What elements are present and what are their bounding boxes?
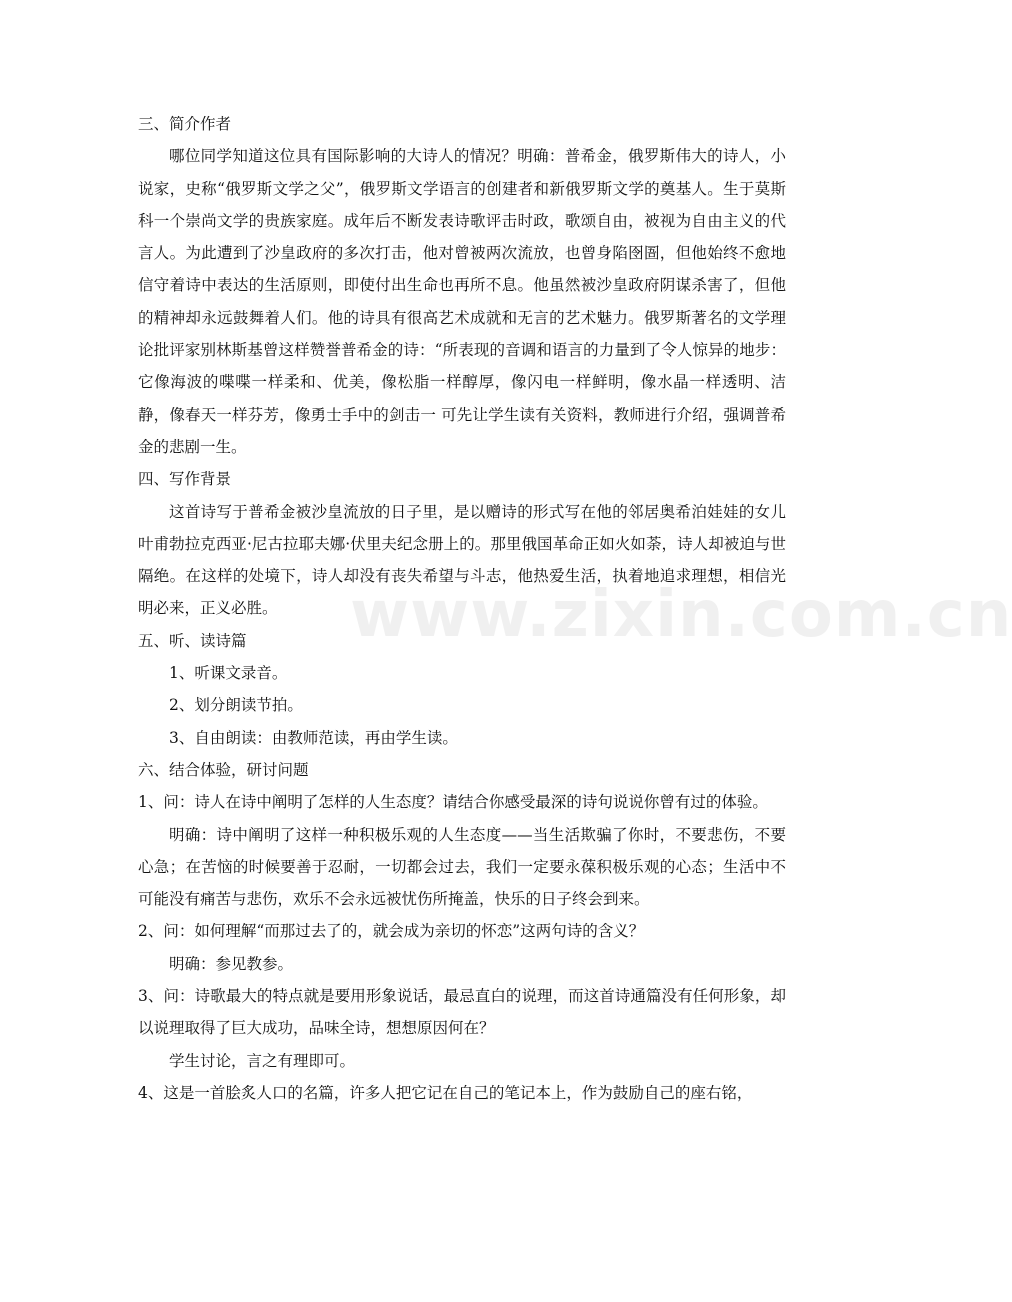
answer-1: 明确：诗中阐明了这样一种积极乐观的人生态度——当生活欺骗了你时，不要悲伤，不要心急；在苦恼的时候要善于忍耐，一切都会过去，我们一定要永葆积极乐观的心态；生活中不可能没有痛苦与悲伤，欢乐不会永远被忧伤所掩盖，快乐的日子终会到来。 — [138, 825, 786, 909]
watermark: www.zixin.com.cn — [350, 578, 1012, 652]
answer-2: 明确：参见教参。 — [169, 954, 294, 973]
question-4: 4、这是一首脍炙人口的名篇，许多人把它记在自己的笔记本上，作为鼓励自己的座右铭， — [138, 1083, 753, 1102]
section-heading-discussion: 六、结合体验，研讨问题 — [138, 760, 309, 779]
list-item-listen: 1、听课文录音。 — [169, 664, 288, 683]
answer-3: 学生讨论，言之有理即可。 — [169, 1051, 356, 1070]
list-item-rhythm: 2、划分朗读节拍。 — [169, 696, 303, 715]
document-body — [138, 108, 786, 1109]
section-heading-background: 四、写作背景 — [138, 470, 232, 489]
question-3: 3、问：诗歌最大的特点就是要用形象说话，最忌直白的说理，而这首诗通篇没有任何形象，却以说理取得了巨大成功，品味全诗，想想原因何在？ — [138, 987, 786, 1038]
paragraph-background: 这首诗写于普希金被沙皇流放的日子里，是以赠诗的形式写在他的邻居奥希泊娃娃的女儿叶甫勃拉克西亚·尼古拉耶夫娜·伏里夫纪念册上的。那里俄国革命正如火如荼，诗人却被迫与世隔绝。在这样的处境下，诗人却没有丧失希望与斗志，他热爱生活，执着地追求理想，相信光明必来，正义必胜。 — [138, 502, 786, 618]
question-1: 1、问：诗人在诗中阐明了怎样的人生态度？请结合你感受最深的诗句说说你曾有过的体验。 — [138, 793, 768, 812]
question-2: 2、问：如何理解“而那过去了的，就会成为亲切的怀恋”这两句诗的含义？ — [138, 922, 645, 941]
paragraph-author-intro: 哪位同学知道这位具有国际影响的大诗人的情况？明确：普希金，俄罗斯伟大的诗人，小说家，史称“俄罗斯文学之父”，俄罗斯文学语言的创建者和新俄罗斯文学的奠基人。生于莫斯科一个崇尚文学的贵族家庭。成年后不断发表诗歌评击时政，歌颂自由，被视为自由主义的代言人。为此遭到了沙皇政府的多次打击，他对曾被两次流放，也曾身陷囹圄，但他始终不愈地信守着诗中表达的生活原则，即使付出生命也再所不息。他虽然被沙皇政府阴谋杀害了，但他的精神却永远鼓舞着人们。他的诗具有很高艺术成就和无言的艺术魅力。俄罗斯著名的文学理论批评家别林斯基曾这样赞誉普希金的诗：“所表现的音调和语言的力量到了令人惊异的地步：它像海波的喋喋一样柔和、优美，像松脂一样醇厚，像闪电一样鲜明，像水晶一样透明、洁静，像春天一样芬芳，像勇士手中的剑击一 可先让学生读有关资料，教师进行介绍，强调普希金的悲剧一生。 — [138, 147, 786, 456]
section-heading-reading: 五、听、读诗篇 — [138, 631, 247, 650]
list-item-free-reading: 3、自由朗读：由教师范读，再由学生读。 — [169, 728, 458, 747]
section-heading-author: 三、简介作者 — [138, 115, 232, 133]
